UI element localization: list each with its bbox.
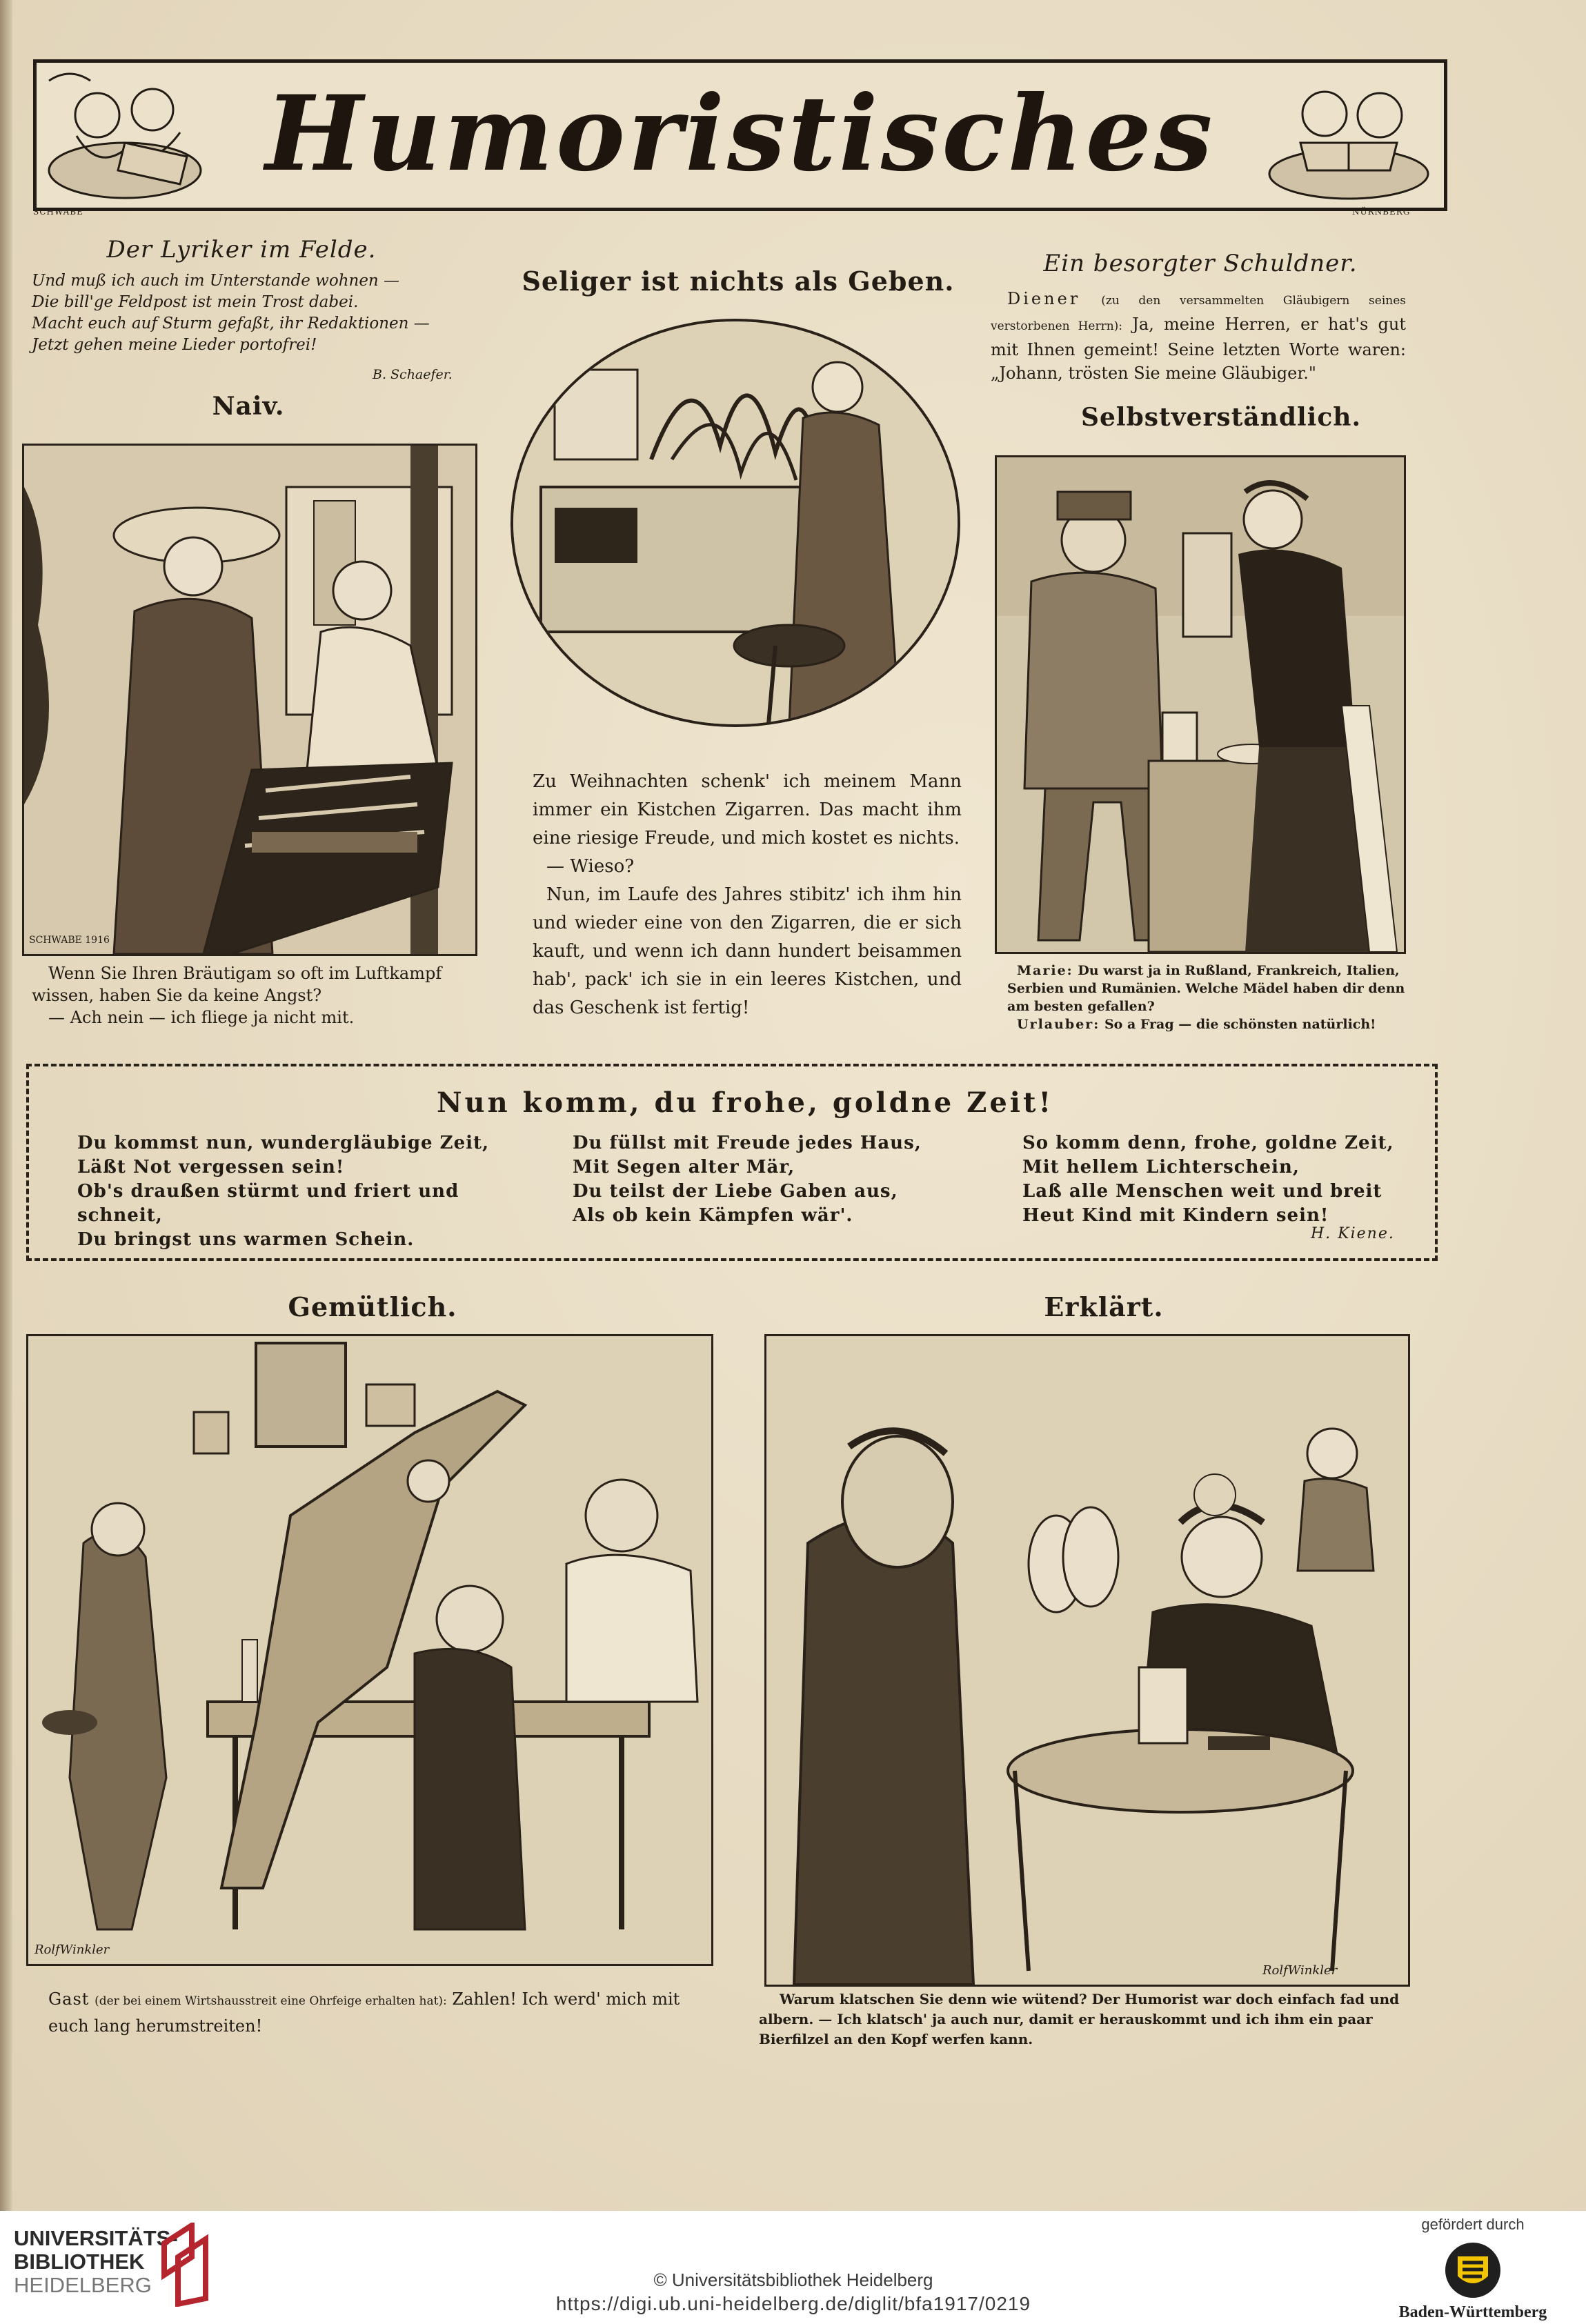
geben-text bbox=[533, 768, 962, 1022]
poem-line: Laß alle Menschen weit und breit bbox=[1022, 1181, 1382, 1202]
poem-line: Du teilst der Liebe Gaben aus, bbox=[573, 1181, 898, 1202]
selbst-caption-line2 bbox=[1007, 1015, 1407, 1033]
library-name-line2: BIBLIOTHEK bbox=[14, 2249, 145, 2274]
poem-line: Du füllst mit Freude jedes Haus, bbox=[573, 1133, 922, 1153]
gemuetlich-speaker: Gast bbox=[48, 1989, 90, 2009]
geben-paragraph: — Wieso? bbox=[546, 856, 635, 877]
masthead-title: Humoristisches bbox=[265, 73, 1216, 195]
poem-stanza-2 bbox=[573, 1131, 987, 1228]
poem-stanza-1 bbox=[77, 1131, 505, 1252]
poem-line: Heut Kind mit Kindern sein! bbox=[1022, 1205, 1329, 1226]
selbst-title: Selbstverständlich. bbox=[1081, 403, 1361, 432]
masthead bbox=[33, 59, 1447, 211]
funded-by-label: gefördert durch bbox=[1421, 2216, 1525, 2233]
geben-paragraph: Zu Weihnachten schenk' ich meinem Mann immer ein Kistchen Zigarren. Das macht ihm eine riesige Freude, und mich kostet es nichts. bbox=[533, 771, 962, 848]
selbst-caption bbox=[1007, 962, 1407, 1033]
selbst-caption-line1 bbox=[1007, 962, 1407, 1015]
poem-border-left bbox=[26, 1064, 29, 1261]
lyriker-title: Der Lyriker im Felde. bbox=[106, 236, 377, 264]
naiv-artist-signature: SCHWABE 1916 bbox=[29, 935, 110, 946]
poem-line: Du kommst nun, wundergläubige Zeit, bbox=[77, 1133, 490, 1153]
gemuetlich-stage: (der bei einem Wirtshausstreit eine Ohrfeige erhalten hat): bbox=[95, 1994, 447, 2008]
lyriker-line: Die bill'ge Feldpost ist mein Trost dabei. bbox=[32, 293, 359, 311]
schuldner-title: Ein besorgter Schuldner. bbox=[1043, 250, 1358, 277]
gemuetlich-title: Gemütlich. bbox=[288, 1291, 457, 1322]
library-name-line3: HEIDELBERG bbox=[14, 2273, 152, 2297]
masthead-signature-left: SCHWABE bbox=[33, 207, 83, 217]
library-logo-icon bbox=[157, 2223, 219, 2307]
selbst-speaker-marie: Marie: bbox=[1017, 963, 1073, 978]
gemuetlich-illustration bbox=[26, 1334, 713, 1966]
poem-border-bottom bbox=[26, 1258, 1438, 1261]
selbst-line-urlauber: So a Frag — die schönsten natürlich! bbox=[1104, 1017, 1376, 1032]
schuldner-stage: (zu den versammelten Gläubigern seines verstorbenen Herrn): bbox=[991, 294, 1406, 333]
poem-line: Mit hellem Lichterschein, bbox=[1022, 1157, 1300, 1178]
baden-wuerttemberg-coat-of-arms-icon bbox=[1443, 2241, 1503, 2300]
schuldner-text bbox=[991, 287, 1406, 385]
erklaert-title: Erklärt. bbox=[1044, 1291, 1164, 1322]
lyriker-poem bbox=[32, 270, 473, 356]
selbst-line-marie: Du warst ja in Rußland, Frankreich, Italien, Serbien und Rumänien. Welche Mädel haben dir denn am besten gefallen? bbox=[1007, 963, 1405, 1014]
binding-edge bbox=[0, 0, 12, 2211]
lyriker-author: B. Schaefer. bbox=[373, 367, 453, 382]
erklaert-caption: Warum klatschen Sie denn wie wütend? Der Humorist war doch einfach fad und albern. — Ich klatsch' ja auch nur, damit er herauskommt und ich ihm ein paar Bierfilzel an den Kopf werfen kann. bbox=[759, 1991, 1400, 2047]
library-name-line1: UNIVERSITÄTS- bbox=[14, 2226, 178, 2250]
gemuetlich-quote: Zahlen! Ich werd' mich mit euch lang herumstreiten! bbox=[48, 1989, 680, 2036]
geben-paragraph: Nun, im Laufe des Jahres stibitz' ich ihm hin und wieder eine von den Zigarren, die er sich kauft, und wenn ich dann hundert beisammen hab', pack' ich sie in ein leeres Kistchen, und das Geschenk ist fertig! bbox=[533, 884, 962, 1018]
poem-border-right bbox=[1435, 1064, 1438, 1261]
funder-state-name: Baden-Württemberg bbox=[1398, 2303, 1547, 2321]
selbst-illustration bbox=[995, 455, 1406, 954]
naiv-title: Naiv. bbox=[212, 392, 285, 421]
poem-line: Ob's draußen stürmt und friert und schneit, bbox=[77, 1181, 459, 1226]
lyriker-line: Macht euch auf Sturm gefaßt, ihr Redaktionen — bbox=[32, 315, 430, 332]
poem-title: Nun komm, du frohe, goldne Zeit! bbox=[436, 1086, 1053, 1119]
poem-line: Du bringst uns warmen Schein. bbox=[77, 1229, 415, 1250]
naiv-caption bbox=[32, 962, 473, 1029]
lyriker-line: Und muß ich auch im Unterstande wohnen — bbox=[32, 272, 400, 290]
poem-line: Mit Segen alter Mär, bbox=[573, 1157, 795, 1178]
poem-border-top bbox=[26, 1064, 1438, 1066]
erklaert-illustration bbox=[764, 1334, 1410, 1987]
cherub-right-illustration bbox=[1259, 67, 1438, 202]
masthead-signature-right: NÜRNBERG bbox=[1352, 207, 1411, 217]
poem-line: Läßt Not vergessen sein! bbox=[77, 1157, 345, 1178]
lyriker-line: Jetzt gehen meine Lieder portofrei! bbox=[32, 336, 317, 354]
geben-illustration bbox=[511, 319, 960, 727]
selbst-speaker-urlauber: Urlauber: bbox=[1017, 1017, 1100, 1032]
poem-author: H. Kiene. bbox=[1311, 1225, 1395, 1242]
schuldner-quote: Ja, meine Herren, er hat's gut mit Ihnen gemeint! Seine letzten Worte waren: „Johann, trösten Sie meine Gläubiger." bbox=[991, 315, 1406, 383]
naiv-caption-question: Wenn Sie Ihren Bräutigam so oft im Luftkampf wissen, haben Sie da keine Angst? bbox=[32, 964, 442, 1005]
poem-line: So komm denn, frohe, goldne Zeit, bbox=[1022, 1133, 1394, 1153]
poem-stanza-3 bbox=[1022, 1131, 1423, 1228]
library-name bbox=[14, 2226, 178, 2297]
naiv-caption-answer: — Ach nein — ich fliege ja nicht mit. bbox=[48, 1008, 355, 1027]
schuldner-speaker: Diener bbox=[1007, 289, 1081, 308]
footer-copyright: © Universitätsbibliothek Heidelberg bbox=[653, 2270, 933, 2290]
geben-title: Seliger ist nichts als Geben. bbox=[522, 266, 955, 297]
funder-block bbox=[1387, 2216, 1559, 2322]
poem-line: Als ob kein Kämpfen wär'. bbox=[573, 1205, 853, 1226]
gemuetlich-artist-signature: RolfWinkler bbox=[34, 1943, 110, 1957]
naiv-illustration bbox=[22, 444, 477, 956]
gemuetlich-caption bbox=[48, 1987, 724, 2038]
erklaert-artist-signature: RolfWinkler bbox=[1262, 1963, 1338, 1978]
footer-permalink[interactable]: https://digi.ub.uni-heidelberg.de/diglit/bfa1917/0219 bbox=[555, 2293, 1031, 2314]
